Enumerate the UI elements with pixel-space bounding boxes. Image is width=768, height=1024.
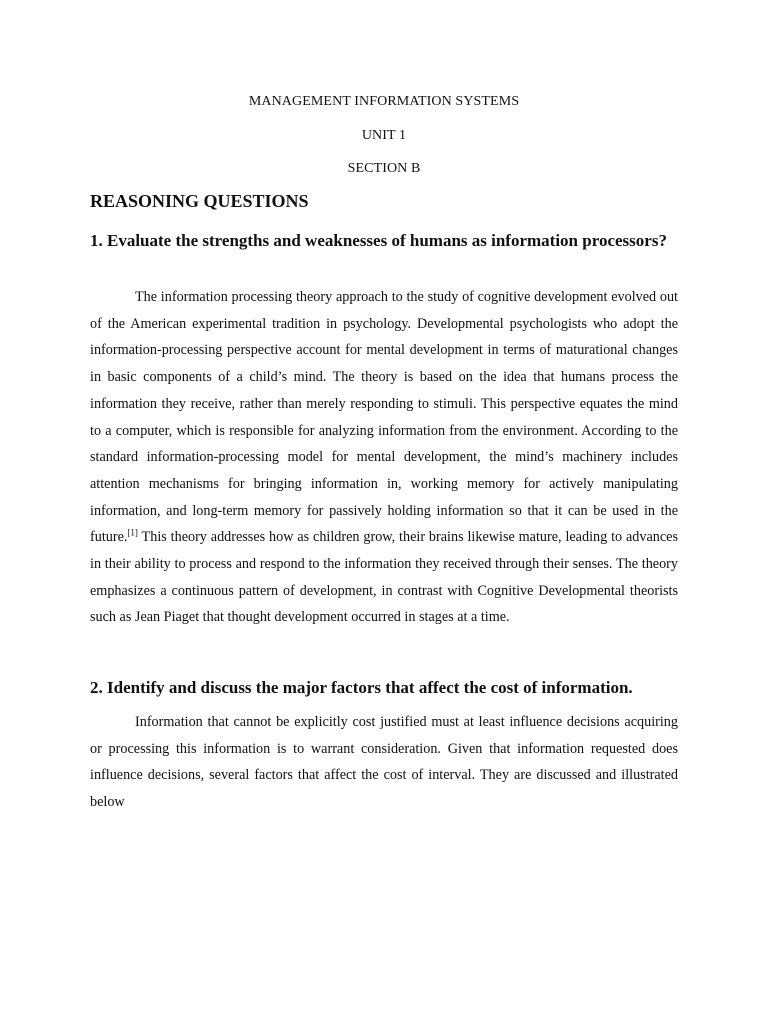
question-2-title: 2. Identify and discuss the major factors that affect the cost of information.: [90, 678, 633, 697]
question-1-title: 1. Evaluate the strengths and weaknesses of humans as information processors?: [90, 231, 667, 250]
answer-1-text-part-1: The information processing theory approach to the study of cognitive development evolved out of the American experimental tradition in psychology. Developmental psychologists who adopt the information-processing perspective account for mental development in terms of maturational changes in basic components of a child’s mind. The theory is based on the idea that humans process the information they receive, rather than merely responding to stimuli. This perspective equates the mind to a computer, which is responsible for analyzing information from the environment. According to the standard information-processing model for mental development, the mind’s machinery includes attention mechanisms for bringing information in, working memory for actively manipulating information, and long-term memory for passively holding information so that it can be used in the future.: [90, 289, 678, 546]
reasoning-questions-heading: REASONING QUESTIONS: [90, 191, 309, 211]
question-2-answer: Information that cannot be explicitly cost justified must at least influence decisions acquiring or processing this information is to warrant consideration. Given that information requested does influence decisions, several factors that affect the cost of interval. They are discussed and illustrated below: [90, 714, 678, 811]
unit-label: UNIT 1: [361, 128, 407, 143]
course-title: MANAGEMENT INFORMATION SYSTEMS: [248, 94, 520, 109]
answer-1-text-part-2: This theory addresses how as children grow, their brains likewise mature, leading to advances in their ability to process and respond to the information they received through their senses. The theory emphasizes a continuous pattern of development, in contrast with Cognitive Developmental theorists such as Jean Piaget that thought development occurred in stages at a time.: [90, 529, 678, 626]
section-label: SECTION B: [347, 161, 421, 176]
citation-reference[interactable]: [1]: [127, 527, 138, 538]
question-1-answer: [90, 284, 678, 631]
